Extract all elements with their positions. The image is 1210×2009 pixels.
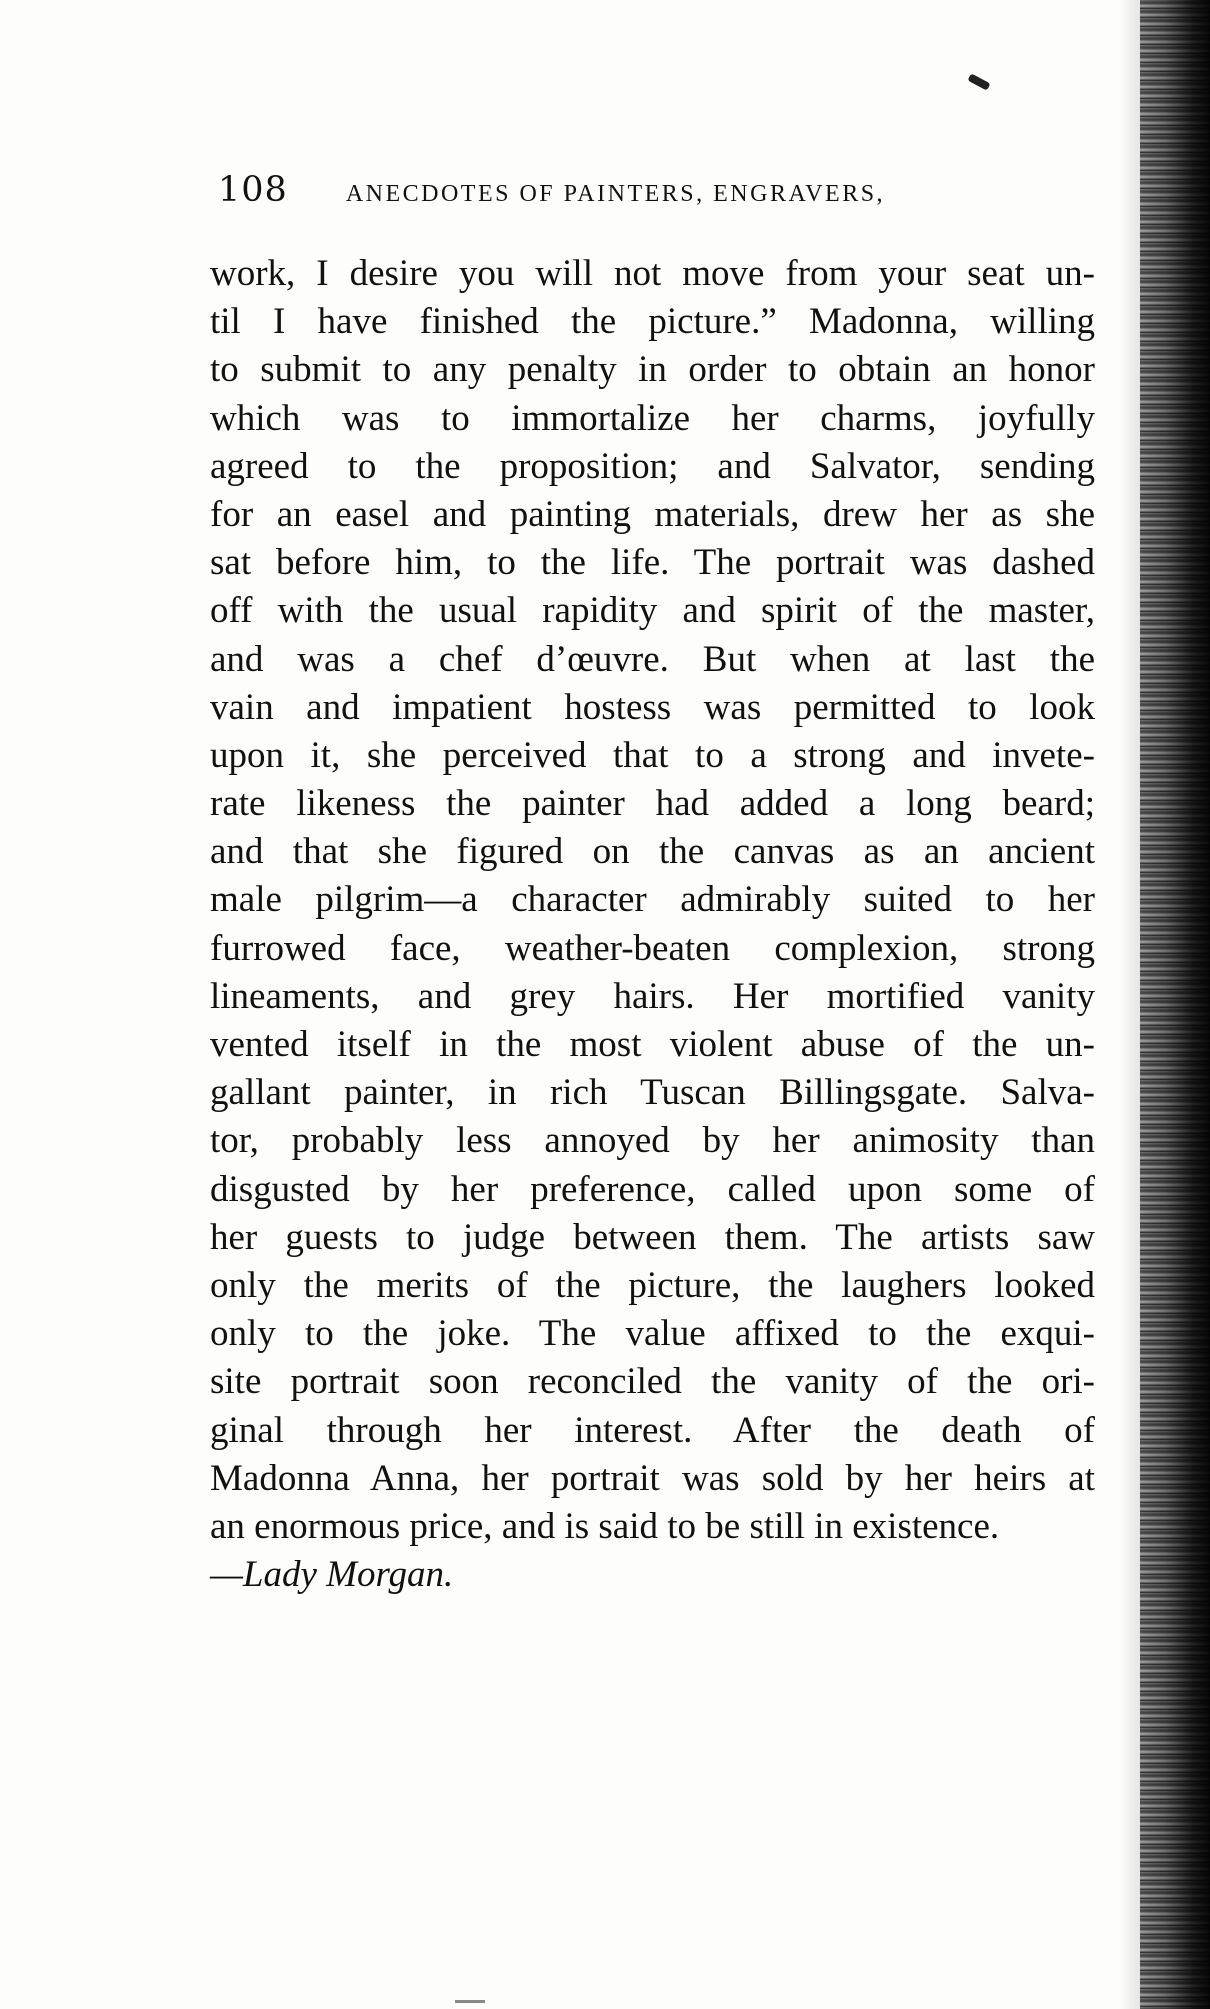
text-line: til I have finished the picture.” Madonna, willing xyxy=(210,301,1095,343)
text-line: gallant painter, in rich Tuscan Billingsgate. Salva- xyxy=(210,1072,1095,1114)
text-line: Madonna Anna, her portrait was sold by her heirs at xyxy=(210,1457,1095,1499)
text-line: only to the joke. The value affixed to the exqui- xyxy=(210,1313,1095,1355)
attribution: —Lady Morgan. xyxy=(210,1554,454,1596)
text-line: for an easel and painting materials, drew her as she xyxy=(210,493,1095,535)
text-line: rate likeness the painter had added a long beard; xyxy=(210,783,1095,825)
page-edge-shadow xyxy=(1140,0,1210,2009)
text-line: sat before him, to the life. The portrait was dashed xyxy=(210,542,1095,584)
running-head: ANECDOTES OF PAINTERS, ENGRAVERS, xyxy=(345,181,886,207)
text-line: to submit to any penalty in order to obtain an honor xyxy=(210,349,1095,391)
ink-mark xyxy=(967,73,990,90)
text-line: only the merits of the picture, the laughers looked xyxy=(210,1264,1095,1306)
text-line: and was a chef d’œuvre. But when at last the xyxy=(210,638,1095,680)
text-line: agreed to the proposition; and Salvator, sending xyxy=(210,445,1095,487)
text-line: furrowed face, weather-beaten complexion, strong xyxy=(210,927,1095,969)
text-line: male pilgrim—a character admirably suited to her xyxy=(210,879,1095,921)
text-line: lineaments, and grey hairs. Her mortified vanity xyxy=(210,975,1095,1017)
text-line: vain and impatient hostess was permitted to look xyxy=(210,686,1095,728)
text-line: an enormous price, and is said to be still in existence. xyxy=(210,1505,1000,1547)
text-line: off with the usual rapidity and spirit of the master, xyxy=(210,590,1095,632)
text-line: which was to immortalize her charms, joyfully xyxy=(210,397,1095,439)
text-line: her guests to judge between them. The artists saw xyxy=(210,1216,1095,1258)
text-line: tor, probably less annoyed by her animosity than xyxy=(210,1120,1095,1162)
text-line: ginal through her interest. After the death of xyxy=(210,1409,1095,1451)
body-text xyxy=(210,250,1095,1599)
text-line: and that she figured on the canvas as an ancient xyxy=(210,831,1095,873)
page-header xyxy=(218,170,1018,220)
text-line: disgusted by her preference, called upon some of xyxy=(210,1168,1095,1210)
text-line: upon it, she perceived that to a strong and invete- xyxy=(210,734,1095,776)
footer-smudge xyxy=(455,2000,485,2003)
page-number: 108 xyxy=(218,170,288,210)
text-line: site portrait soon reconciled the vanity of the ori- xyxy=(210,1361,1095,1403)
text-line: work, I desire you will not move from your seat un- xyxy=(210,253,1095,294)
text-line: vented itself in the most violent abuse of the un- xyxy=(210,1024,1095,1065)
